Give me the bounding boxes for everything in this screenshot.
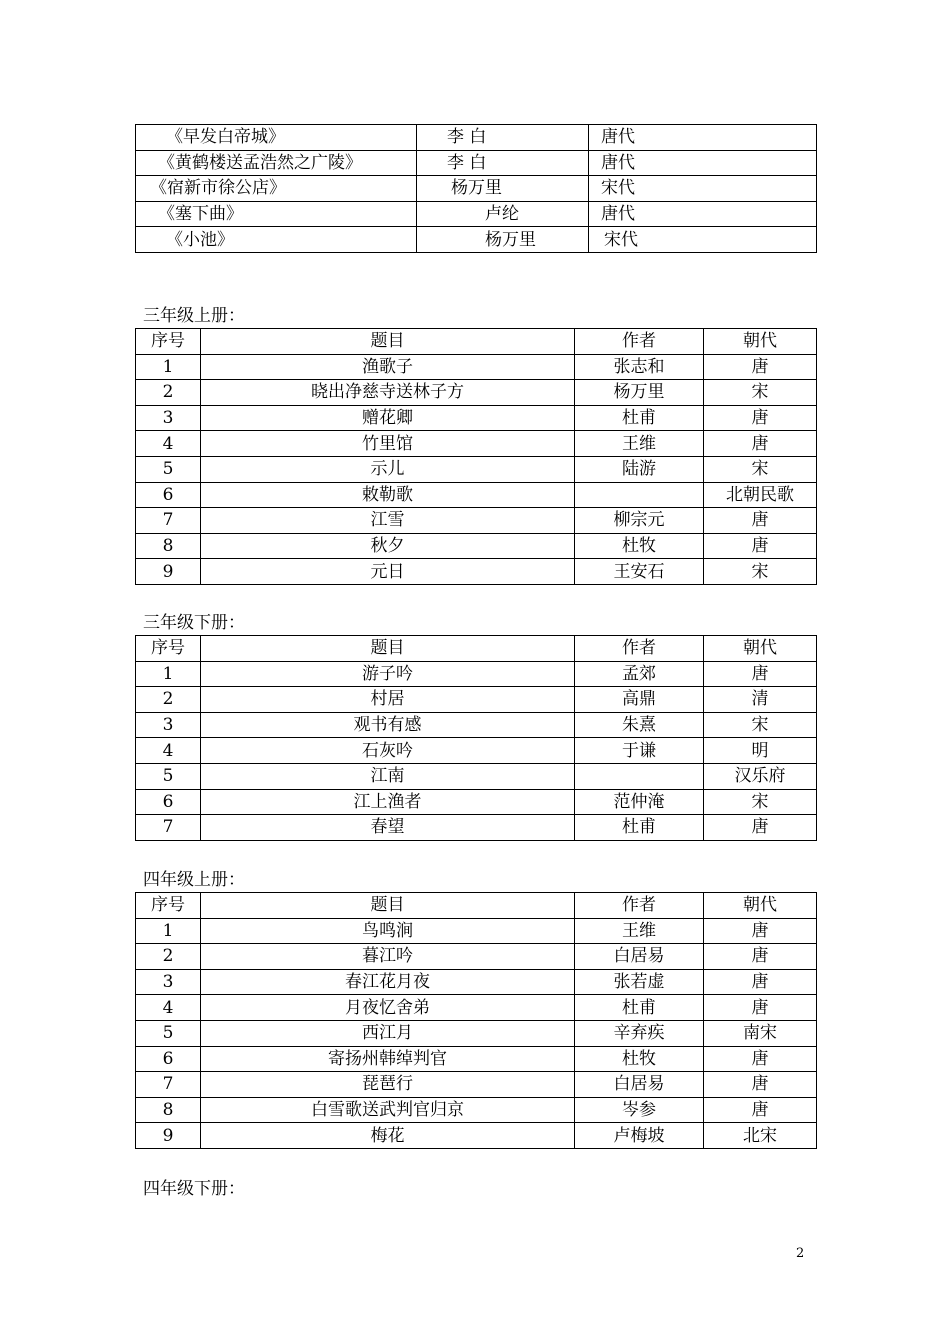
column-header-index: 序号 (136, 329, 201, 355)
poem-dynasty: 北朝民歌 (704, 482, 817, 508)
table-row (136, 380, 817, 406)
table-row (136, 712, 817, 738)
poem-dynasty: 唐 (704, 918, 817, 944)
table-header-row (136, 329, 817, 355)
poem-table-grade4-first (135, 892, 817, 1149)
poem-dynasty: 唐 (704, 431, 817, 457)
row-index: 3 (136, 712, 201, 738)
poem-dynasty: 唐 (704, 354, 817, 380)
table-row (136, 1123, 817, 1149)
row-index: 4 (136, 431, 201, 457)
row-index: 1 (136, 918, 201, 944)
poem-author: 李 白 (417, 150, 589, 176)
poem-title: 西江月 (201, 1020, 575, 1046)
row-index: 6 (136, 789, 201, 815)
table-row (136, 789, 817, 815)
poem-dynasty: 宋 (704, 712, 817, 738)
poem-author: 白居易 (575, 1072, 704, 1098)
poem-title: 示儿 (201, 456, 575, 482)
table-row (136, 150, 817, 176)
poem-author: 于谦 (575, 738, 704, 764)
poem-title: 晓出净慈寺送林子方 (201, 380, 575, 406)
section-label-grade4-first: 四年级上册： (143, 870, 245, 890)
poem-author: 王安石 (575, 559, 704, 585)
poem-title: 寄扬州韩绰判官 (201, 1046, 575, 1072)
poem-title: 观书有感 (201, 712, 575, 738)
row-index: 6 (136, 482, 201, 508)
table-row (136, 969, 817, 995)
row-index: 3 (136, 969, 201, 995)
poem-title: 《塞下曲》 (136, 201, 417, 227)
table-row (136, 508, 817, 534)
section-label-grade3-second: 三年级下册： (143, 613, 245, 633)
poem-author: 张若虚 (575, 969, 704, 995)
poem-author: 陆游 (575, 456, 704, 482)
row-index: 2 (136, 380, 201, 406)
poem-author: 卢纶 (417, 201, 589, 227)
poem-author: 范仲淹 (575, 789, 704, 815)
row-index: 2 (136, 944, 201, 970)
poem-title: 石灰吟 (201, 738, 575, 764)
column-header-title: 题目 (201, 893, 575, 919)
poem-author: 卢梅坡 (575, 1123, 704, 1149)
poem-author: 王维 (575, 918, 704, 944)
row-index: 8 (136, 1097, 201, 1123)
table-row (136, 559, 817, 585)
poem-dynasty: 唐 (704, 1072, 817, 1098)
poem-title: 《宿新市徐公店》 (136, 176, 417, 202)
table-row (136, 763, 817, 789)
column-header-author: 作者 (575, 636, 704, 662)
row-index: 7 (136, 815, 201, 841)
poem-author: 李 白 (417, 125, 589, 151)
poem-title: 游子吟 (201, 661, 575, 687)
poem-author: 岑参 (575, 1097, 704, 1123)
poem-dynasty: 北宋 (704, 1123, 817, 1149)
poem-dynasty: 唐 (704, 969, 817, 995)
poem-dynasty: 唐 (704, 1097, 817, 1123)
column-header-dynasty: 朝代 (704, 329, 817, 355)
poem-dynasty: 宋 (704, 789, 817, 815)
row-index: 6 (136, 1046, 201, 1072)
table-row (136, 738, 817, 764)
poem-author: 杜甫 (575, 815, 704, 841)
poem-author: 辛弃疾 (575, 1020, 704, 1046)
poem-title: 月夜忆舍弟 (201, 995, 575, 1021)
poem-title: 秋夕 (201, 533, 575, 559)
table-header-row (136, 893, 817, 919)
poem-author: 杨万里 (575, 380, 704, 406)
poem-title: 琵琶行 (201, 1072, 575, 1098)
poem-title: 渔歌子 (201, 354, 575, 380)
poem-dynasty: 唐 (704, 508, 817, 534)
poem-author: 杜甫 (575, 995, 704, 1021)
table-row (136, 1097, 817, 1123)
poem-author: 杨万里 (417, 227, 589, 253)
poem-title: 暮江吟 (201, 944, 575, 970)
table-row (136, 227, 817, 253)
poem-dynasty: 唐 (704, 405, 817, 431)
poem-author: 孟郊 (575, 661, 704, 687)
table-row (136, 201, 817, 227)
poem-title: 梅花 (201, 1123, 575, 1149)
row-index: 9 (136, 1123, 201, 1149)
poem-author (575, 482, 704, 508)
column-header-index: 序号 (136, 636, 201, 662)
poem-dynasty: 唐代 (589, 201, 817, 227)
table-row (136, 661, 817, 687)
row-index: 2 (136, 687, 201, 713)
poem-title: 村居 (201, 687, 575, 713)
table-row (136, 482, 817, 508)
poem-title: 江雪 (201, 508, 575, 534)
row-index: 4 (136, 995, 201, 1021)
table-row (136, 456, 817, 482)
poem-dynasty: 唐 (704, 1046, 817, 1072)
table-row (136, 1046, 817, 1072)
poem-author: 杨万里 (417, 176, 589, 202)
row-index: 8 (136, 533, 201, 559)
poem-title: 《黄鹤楼送孟浩然之广陵》 (136, 150, 417, 176)
column-header-index: 序号 (136, 893, 201, 919)
poem-author: 杜牧 (575, 1046, 704, 1072)
row-index: 1 (136, 354, 201, 380)
poem-dynasty: 宋代 (589, 227, 817, 253)
column-header-author: 作者 (575, 329, 704, 355)
column-header-title: 题目 (201, 329, 575, 355)
table-row (136, 533, 817, 559)
poem-dynasty: 明 (704, 738, 817, 764)
table-row (136, 687, 817, 713)
poem-author: 王维 (575, 431, 704, 457)
poem-dynasty: 唐代 (589, 150, 817, 176)
table-header-row (136, 636, 817, 662)
table-row (136, 1072, 817, 1098)
table-row (136, 354, 817, 380)
poem-author: 白居易 (575, 944, 704, 970)
row-index: 5 (136, 456, 201, 482)
row-index: 1 (136, 661, 201, 687)
poem-title: 江南 (201, 763, 575, 789)
poem-table-continued (135, 124, 817, 253)
poem-title: 鸟鸣涧 (201, 918, 575, 944)
table-row (136, 815, 817, 841)
poem-author: 张志和 (575, 354, 704, 380)
poem-title: 敕勒歌 (201, 482, 575, 508)
poem-dynasty: 唐 (704, 995, 817, 1021)
column-header-dynasty: 朝代 (704, 636, 817, 662)
column-header-author: 作者 (575, 893, 704, 919)
table-row (136, 431, 817, 457)
poem-author (575, 763, 704, 789)
poem-dynasty: 唐 (704, 944, 817, 970)
row-index: 9 (136, 559, 201, 585)
poem-title: 赠花卿 (201, 405, 575, 431)
poem-author: 高鼎 (575, 687, 704, 713)
poem-table-grade3-first (135, 328, 817, 585)
poem-title: 白雪歌送武判官归京 (201, 1097, 575, 1123)
table-row (136, 125, 817, 151)
poem-author: 杜牧 (575, 533, 704, 559)
table-row (136, 918, 817, 944)
row-index: 3 (136, 405, 201, 431)
poem-table-grade3-second (135, 635, 817, 841)
table-row (136, 995, 817, 1021)
poem-dynasty: 唐 (704, 815, 817, 841)
section-label-grade3-first: 三年级上册： (143, 306, 245, 326)
poem-author: 柳宗元 (575, 508, 704, 534)
poem-title: 《早发白帝城》 (136, 125, 417, 151)
row-index: 7 (136, 1072, 201, 1098)
poem-title: 《小池》 (136, 227, 417, 253)
poem-dynasty: 南宋 (704, 1020, 817, 1046)
poem-dynasty: 唐 (704, 533, 817, 559)
poem-dynasty: 唐 (704, 661, 817, 687)
table-row (136, 1020, 817, 1046)
row-index: 7 (136, 508, 201, 534)
poem-dynasty: 清 (704, 687, 817, 713)
poem-dynasty: 宋 (704, 456, 817, 482)
page-number: 2 (796, 1246, 805, 1261)
poem-dynasty: 宋 (704, 559, 817, 585)
poem-title: 元日 (201, 559, 575, 585)
column-header-dynasty: 朝代 (704, 893, 817, 919)
row-index: 4 (136, 738, 201, 764)
poem-author: 杜甫 (575, 405, 704, 431)
poem-author: 朱熹 (575, 712, 704, 738)
poem-title: 春江花月夜 (201, 969, 575, 995)
row-index: 5 (136, 763, 201, 789)
table-row (136, 944, 817, 970)
section-label-grade4-second: 四年级下册： (143, 1179, 245, 1199)
poem-dynasty: 宋代 (589, 176, 817, 202)
poem-title: 江上渔者 (201, 789, 575, 815)
poem-title: 竹里馆 (201, 431, 575, 457)
poem-title: 春望 (201, 815, 575, 841)
row-index: 5 (136, 1020, 201, 1046)
poem-dynasty: 唐代 (589, 125, 817, 151)
column-header-title: 题目 (201, 636, 575, 662)
table-row (136, 176, 817, 202)
poem-dynasty: 汉乐府 (704, 763, 817, 789)
poem-dynasty: 宋 (704, 380, 817, 406)
table-row (136, 405, 817, 431)
